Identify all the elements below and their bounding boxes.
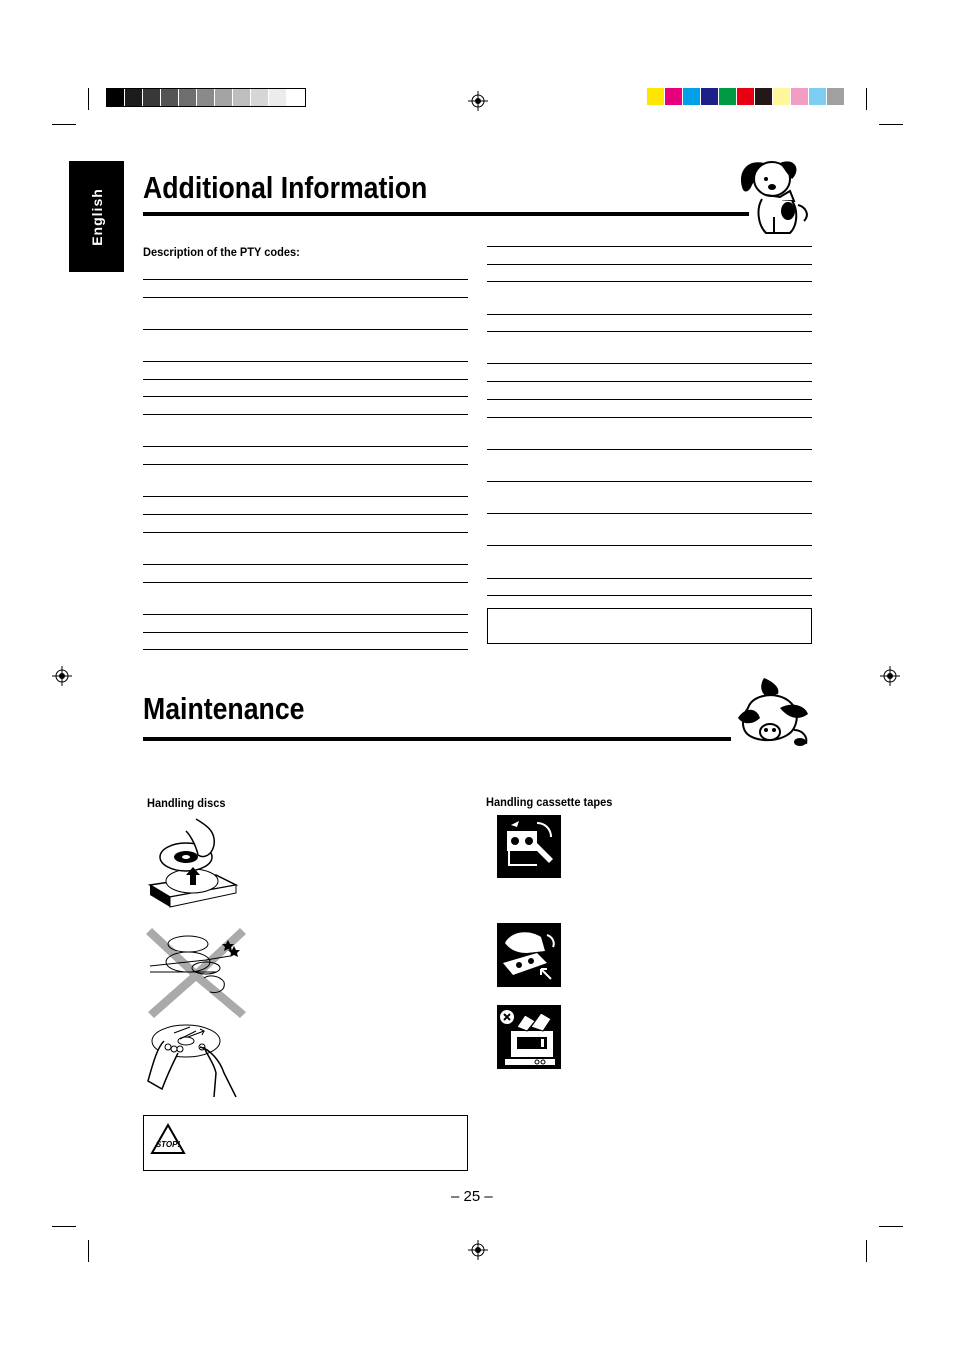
handling-tapes-heading: Handling cassette tapes — [486, 795, 613, 809]
gray-swatch — [215, 89, 233, 106]
pty-codes-subheading: Description of the PTY codes: — [143, 245, 300, 259]
registration-target-icon — [468, 1240, 488, 1260]
crop-mark — [52, 124, 76, 125]
color-swatch — [755, 88, 773, 105]
registration-target-icon — [880, 666, 900, 686]
disc-wrong-handling-illustration — [146, 920, 246, 1018]
color-swatch — [773, 88, 791, 105]
gray-swatch — [125, 89, 143, 106]
handling-discs-heading: Handling discs — [147, 796, 226, 810]
crop-mark — [866, 88, 867, 110]
crop-mark — [866, 1240, 867, 1262]
title-rule — [143, 212, 749, 216]
registration-target-icon — [468, 91, 488, 111]
color-swatch — [683, 88, 701, 105]
pty-note-box — [487, 608, 812, 644]
color-swatch — [719, 88, 737, 105]
cassette-storage-warning-illustration — [497, 1005, 561, 1069]
color-swatch — [827, 88, 845, 105]
disc-tray-illustration — [146, 815, 238, 910]
crop-mark — [88, 88, 89, 110]
dog-lying-mascot-icon — [734, 674, 812, 750]
gray-swatch — [107, 89, 125, 106]
color-swatch — [647, 88, 665, 105]
grayscale-registration-bar — [106, 88, 306, 107]
crop-mark — [879, 124, 903, 125]
color-registration-bar — [647, 88, 845, 105]
maintenance-rule — [143, 737, 731, 741]
gray-swatch — [251, 89, 269, 106]
crop-mark — [88, 1240, 89, 1262]
registration-target-icon — [52, 666, 72, 686]
color-swatch — [809, 88, 827, 105]
language-tab-label: English — [88, 187, 105, 246]
gray-swatch — [233, 89, 251, 106]
cassette-rewind-illustration — [497, 815, 561, 878]
maintenance-title: Maintenance — [143, 691, 305, 726]
color-swatch — [791, 88, 809, 105]
gray-swatch — [179, 89, 197, 106]
cassette-tab-illustration — [497, 923, 561, 987]
gray-swatch — [143, 89, 161, 106]
color-swatch — [737, 88, 755, 105]
crop-mark — [879, 1226, 903, 1227]
disc-cleaning-illustration — [144, 1017, 240, 1097]
stop-caution-icon — [150, 1123, 186, 1155]
gray-swatch — [161, 89, 179, 106]
color-swatch — [665, 88, 683, 105]
gray-swatch — [269, 89, 287, 106]
crop-mark — [52, 1226, 76, 1227]
color-swatch — [701, 88, 719, 105]
gray-swatch — [287, 89, 305, 106]
page-title: Additional Information — [143, 170, 428, 205]
language-tab — [69, 161, 124, 272]
dog-mascot-icon — [736, 155, 812, 239]
page-number: – 25 – — [451, 1188, 493, 1205]
gray-swatch — [197, 89, 215, 106]
stop-icon-label: STOP! — [155, 1140, 181, 1149]
caution-box — [143, 1115, 468, 1171]
